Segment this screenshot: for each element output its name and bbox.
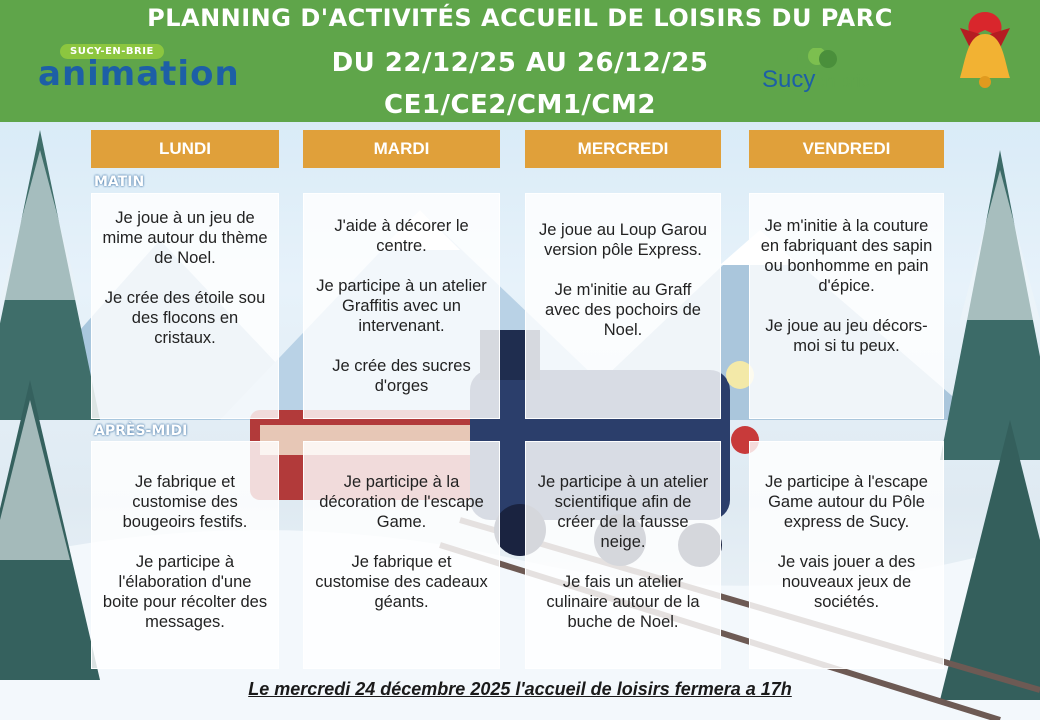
- animation-logo: [38, 44, 258, 104]
- morning-card-lundi: Je joue à un jeu de mime autour du thème de Noel. Je crée des étoile sou des flocons en cristaux.: [91, 193, 279, 419]
- logo-right-main-text: Sucy: [762, 66, 816, 93]
- morning-card-vendredi: Je m'initie à la couture en fabriquant des sapin ou bonhomme en pain d'épice. Je joue au jeu décors-moi si tu peux.: [749, 193, 944, 419]
- afternoon-card-lundi: Je fabrique et customise des bougeoirs festifs. Je participe à l'élaboration d'une boite pour récolter des messages.: [91, 441, 279, 669]
- day-header-vendredi: VENDREDI: [749, 130, 944, 168]
- afternoon-card-mercredi: Je participe à un atelier scientifique afin de créer de la fausse neige. Je fais un atelier culinaire autour de la buche de Noel.: [525, 441, 721, 669]
- day-header-mardi: MARDI: [303, 130, 500, 168]
- day-header-lundi: LUNDI: [91, 130, 279, 168]
- day-header-mercredi: MERCREDI: [525, 130, 721, 168]
- title-line-3: CE1/CE2/CM1/CM2: [384, 90, 656, 120]
- period-label-afternoon: APRÈS-MIDI: [94, 423, 188, 439]
- closing-notice: Le mercredi 24 décembre 2025 l'accueil de loisirs fermera a 17h: [248, 679, 792, 699]
- christmas-bell-icon: [950, 8, 1020, 94]
- title-line-2: DU 22/12/25 AU 26/12/25: [331, 48, 709, 78]
- afternoon-card-vendredi: Je participe à l'escape Game autour du Pôle express de Sucy. Je vais jouer a des nouveaux jeux de sociétés.: [749, 441, 944, 669]
- morning-card-mardi: J'aide à décorer le centre. Je participe à un atelier Graffitis avec un intervenant. Je crée des sucres d'orges: [303, 193, 500, 419]
- sucy-en-brie-logo: [762, 48, 892, 102]
- header-banner: [0, 0, 1040, 122]
- period-label-morning: MATIN: [94, 174, 145, 190]
- logo-right-suffix-text: en brie: [815, 71, 871, 91]
- logo-left-small-text: SUCY-EN-BRIE: [60, 44, 164, 59]
- title-line-1: PLANNING D'ACTIVITÉS ACCUEIL DE LOISIRS DU PARC: [147, 4, 893, 32]
- afternoon-card-mardi: Je participe à la décoration de l'escape Game. Je fabrique et customise des cadeaux géants.: [303, 441, 500, 669]
- logo-left-main-text: animation: [38, 54, 240, 94]
- morning-card-mercredi: Je joue au Loup Garou version pôle Express. Je m'initie au Graff avec des pochoirs de Noel.: [525, 193, 721, 419]
